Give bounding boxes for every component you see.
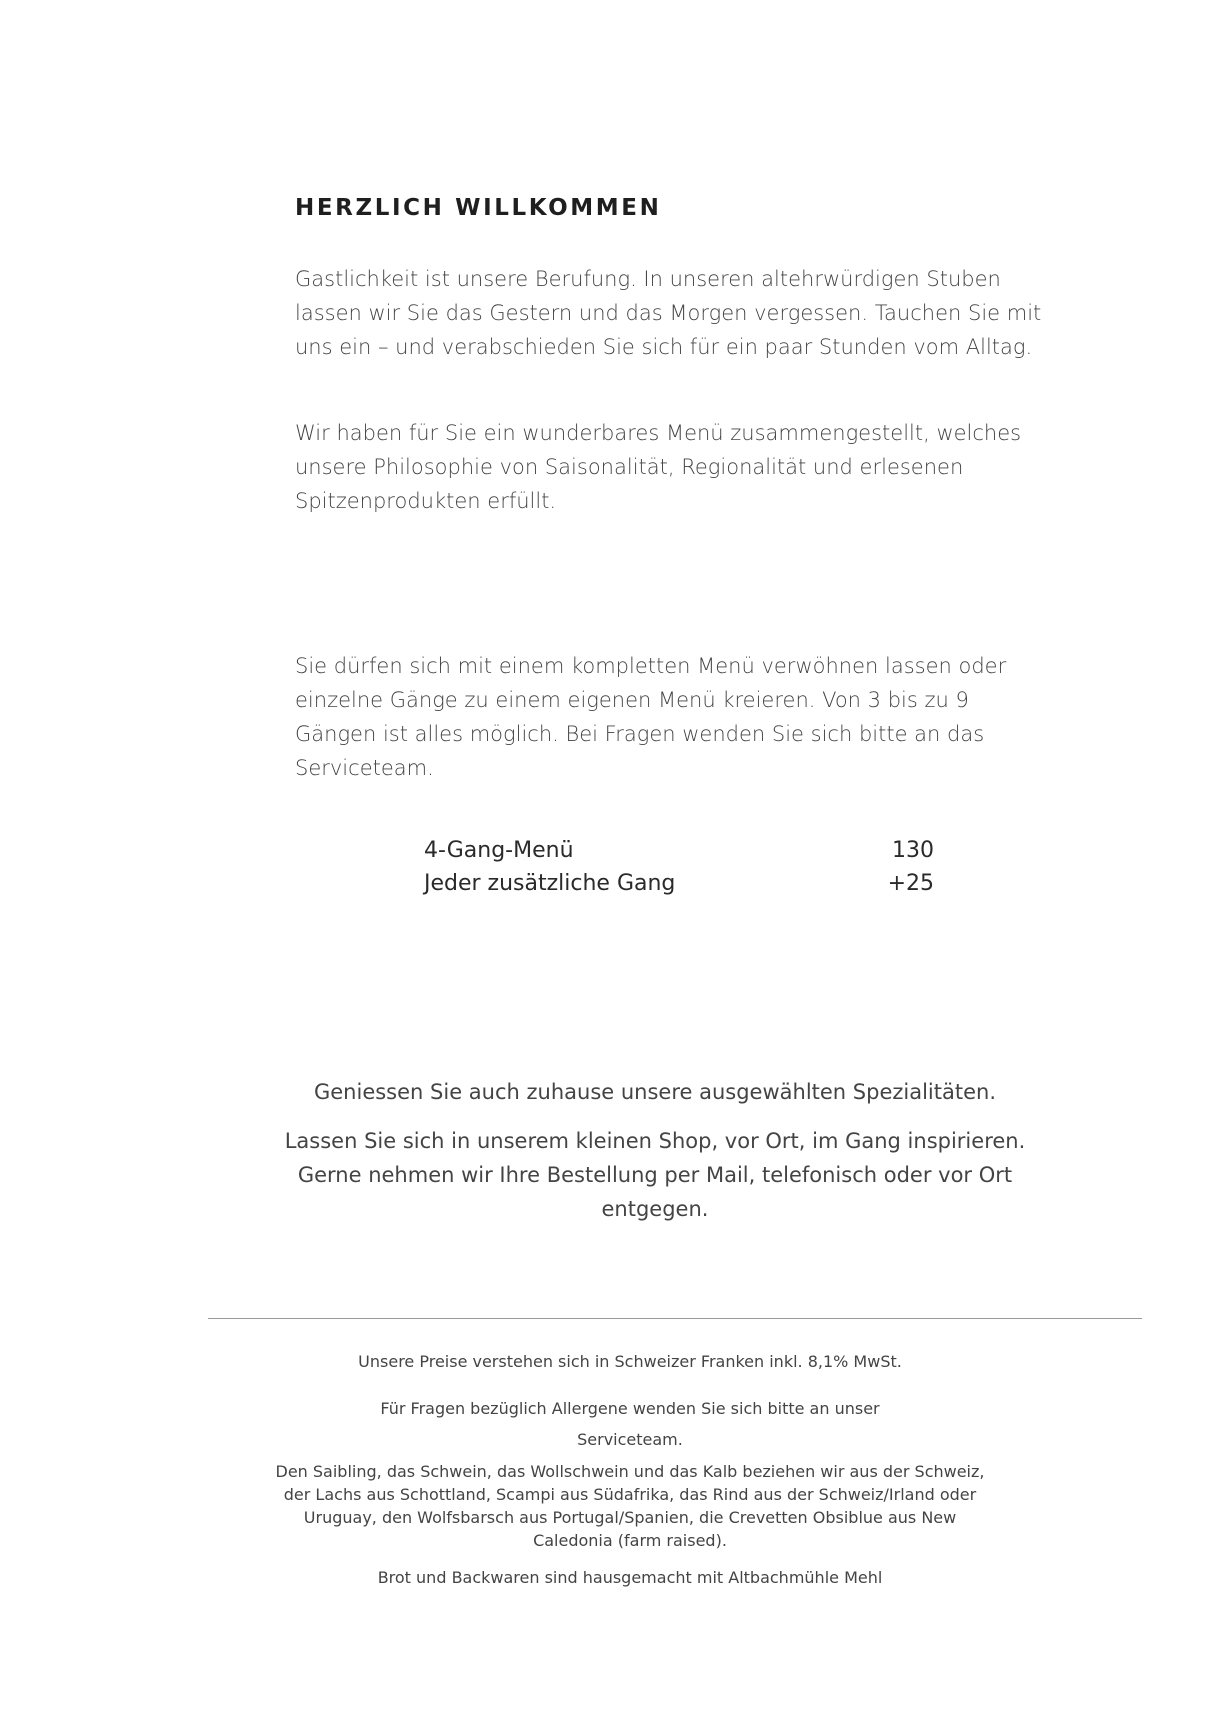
allergens-note: Für Fragen bezüglich Allergene wenden Sie sich bitte an unser Serviceteam. bbox=[380, 1399, 880, 1449]
shop-headline: Geniessen Sie auch zuhause unsere ausgewählten Spezialitäten. bbox=[313, 1080, 997, 1104]
bread-note: Brot und Backwaren sind hausgemacht mit Altbachmühle Mehl bbox=[377, 1568, 883, 1587]
welcome-paragraph: Gastlichkeit ist unsere Berufung. In unseren altehrwürdigen Stuben lassen wir Sie das Gestern und das Morgen vergessen. Tauchen Sie mit uns ein – und verabschieden Sie sich für ein paar Stunden vom Alltag. bbox=[295, 267, 1042, 359]
price-label: Jeder zusätzliche Gang bbox=[424, 871, 676, 896]
price-value: +25 bbox=[887, 871, 934, 896]
shop-text: Lassen Sie sich in unserem kleinen Shop, vor Ort, im Gang inspirieren. Gerne nehmen wir Ihre Bestellung per Mail, telefonisch oder vor Ort entgegen. bbox=[284, 1129, 1026, 1221]
footer-divider bbox=[208, 1318, 1142, 1319]
philosophy-paragraph: Wir haben für Sie ein wunderbares Menü zusammengestellt, welches unsere Philosophie von Saisonalität, Regionalität und erlesenen Spitzenprodukten erfüllt. bbox=[295, 421, 1022, 513]
menu-intro-paragraph: Sie dürfen sich mit einem kompletten Menü verwöhnen lassen oder einzelne Gänge zu einem eigenen Menü kreieren. Von 3 bis zu 9 Gängen ist alles möglich. Bei Fragen wenden Sie sich bitte an das Serviceteam. bbox=[295, 654, 1007, 780]
prices-note: Unsere Preise verstehen sich in Schweizer Franken inkl. 8,1% MwSt. bbox=[358, 1352, 902, 1371]
price-row bbox=[424, 867, 940, 900]
price-row bbox=[424, 834, 940, 867]
price-label: 4-Gang-Menü bbox=[424, 838, 574, 863]
page-title: HERZLICH WILLKOMMEN bbox=[295, 195, 662, 221]
origin-note: Den Saibling, das Schwein, das Wollschwein und das Kalb beziehen wir aus der Schweiz, der Lachs aus Schottland, Scampi aus Südafrika, das Rind aus der Schweiz/Irland oder Uruguay, den Wolfsbarsch aus Portugal/Spanien, die Crevetten Obsiblue aus New Caledonia (farm raised). bbox=[275, 1462, 985, 1550]
price-list bbox=[424, 834, 940, 900]
price-value: 130 bbox=[892, 838, 934, 863]
